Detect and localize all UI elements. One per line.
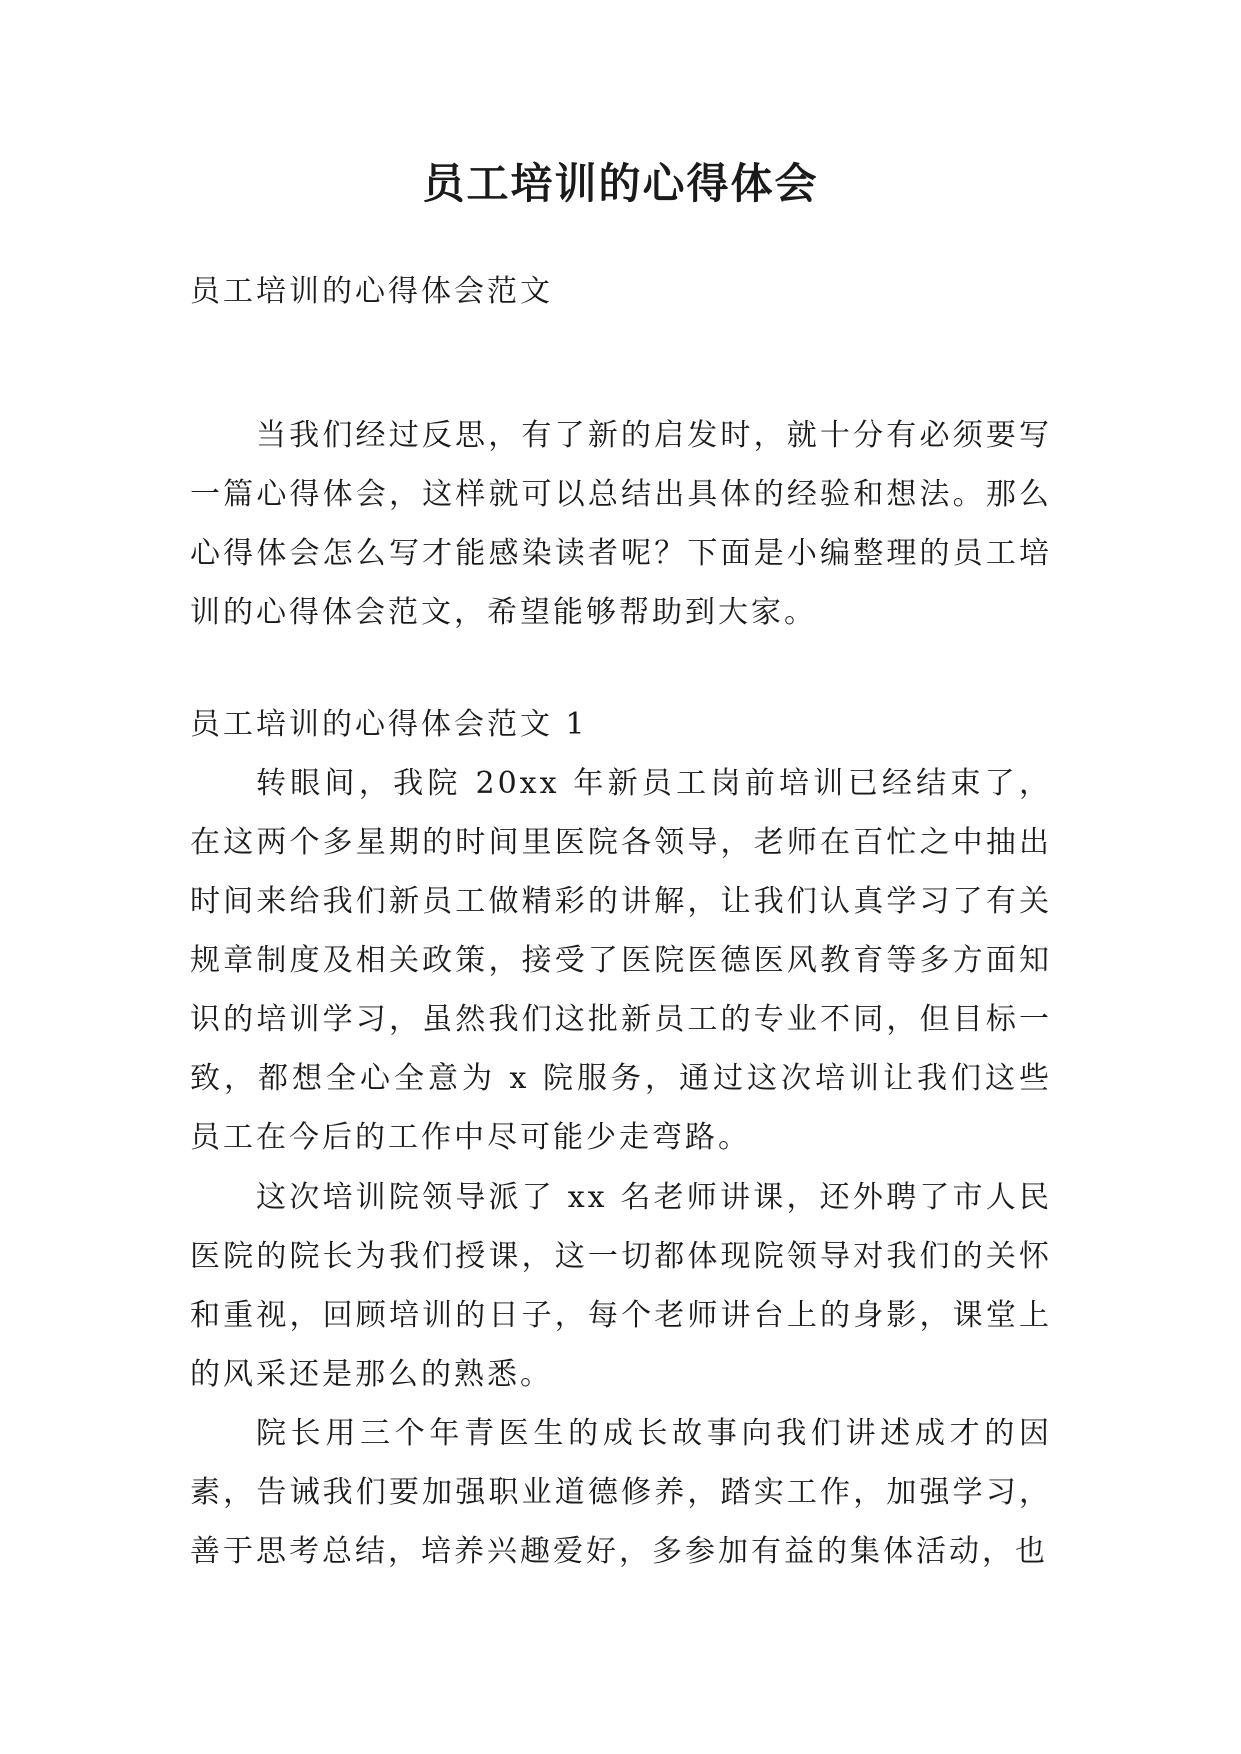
document-subtitle: 员工培训的心得体会范文 [190, 274, 553, 309]
body-paragraph-1: 转眼间，我院 20xx 年新员工岗前培训已经结束了，在这两个多星期的时间里医院各领导，老师在百忙之中抽出时间来给我们新员工做精彩的讲解，让我们认真学习了有关规章制度及相关政策，接受了医院医德医风教育等多方面知识的培训学习，虽然我们这批新员工的专业不同，但目标一致，都想全心全意为 x 院服务，通过这次培训让我们这些员工在今后的工作中尽可能少走弯路。 [190, 766, 1052, 1155]
body-paragraph-2: 这次培训院领导派了 xx 名老师讲课，还外聘了市人民医院的院长为我们授课，这一切都体现院领导对我们的关怀和重视，回顾培训的日子，每个老师讲台上的身影，课堂上的风采还是那么的熟悉。 [190, 1180, 1052, 1392]
document-title: 员工培训的心得体会 [422, 159, 819, 208]
section-heading: 员工培训的心得体会范文 1 [190, 707, 588, 742]
body-paragraph-3: 院长用三个年青医生的成长故事向我们讲述成才的因素，告诫我们要加强职业道德修养，踏实工作，加强学习，善于思考总结，培养兴趣爱好，多参加有益的集体活动，也 [190, 1416, 1052, 1569]
intro-paragraph: 当我们经过反思，有了新的启发时，就十分有必须要写一篇心得体会，这样就可以总结出具体的经验和想法。那么心得体会怎么写才能感染读者呢？下面是小编整理的员工培训的心得体会范文，希望能够帮助到大家。 [190, 418, 1052, 630]
